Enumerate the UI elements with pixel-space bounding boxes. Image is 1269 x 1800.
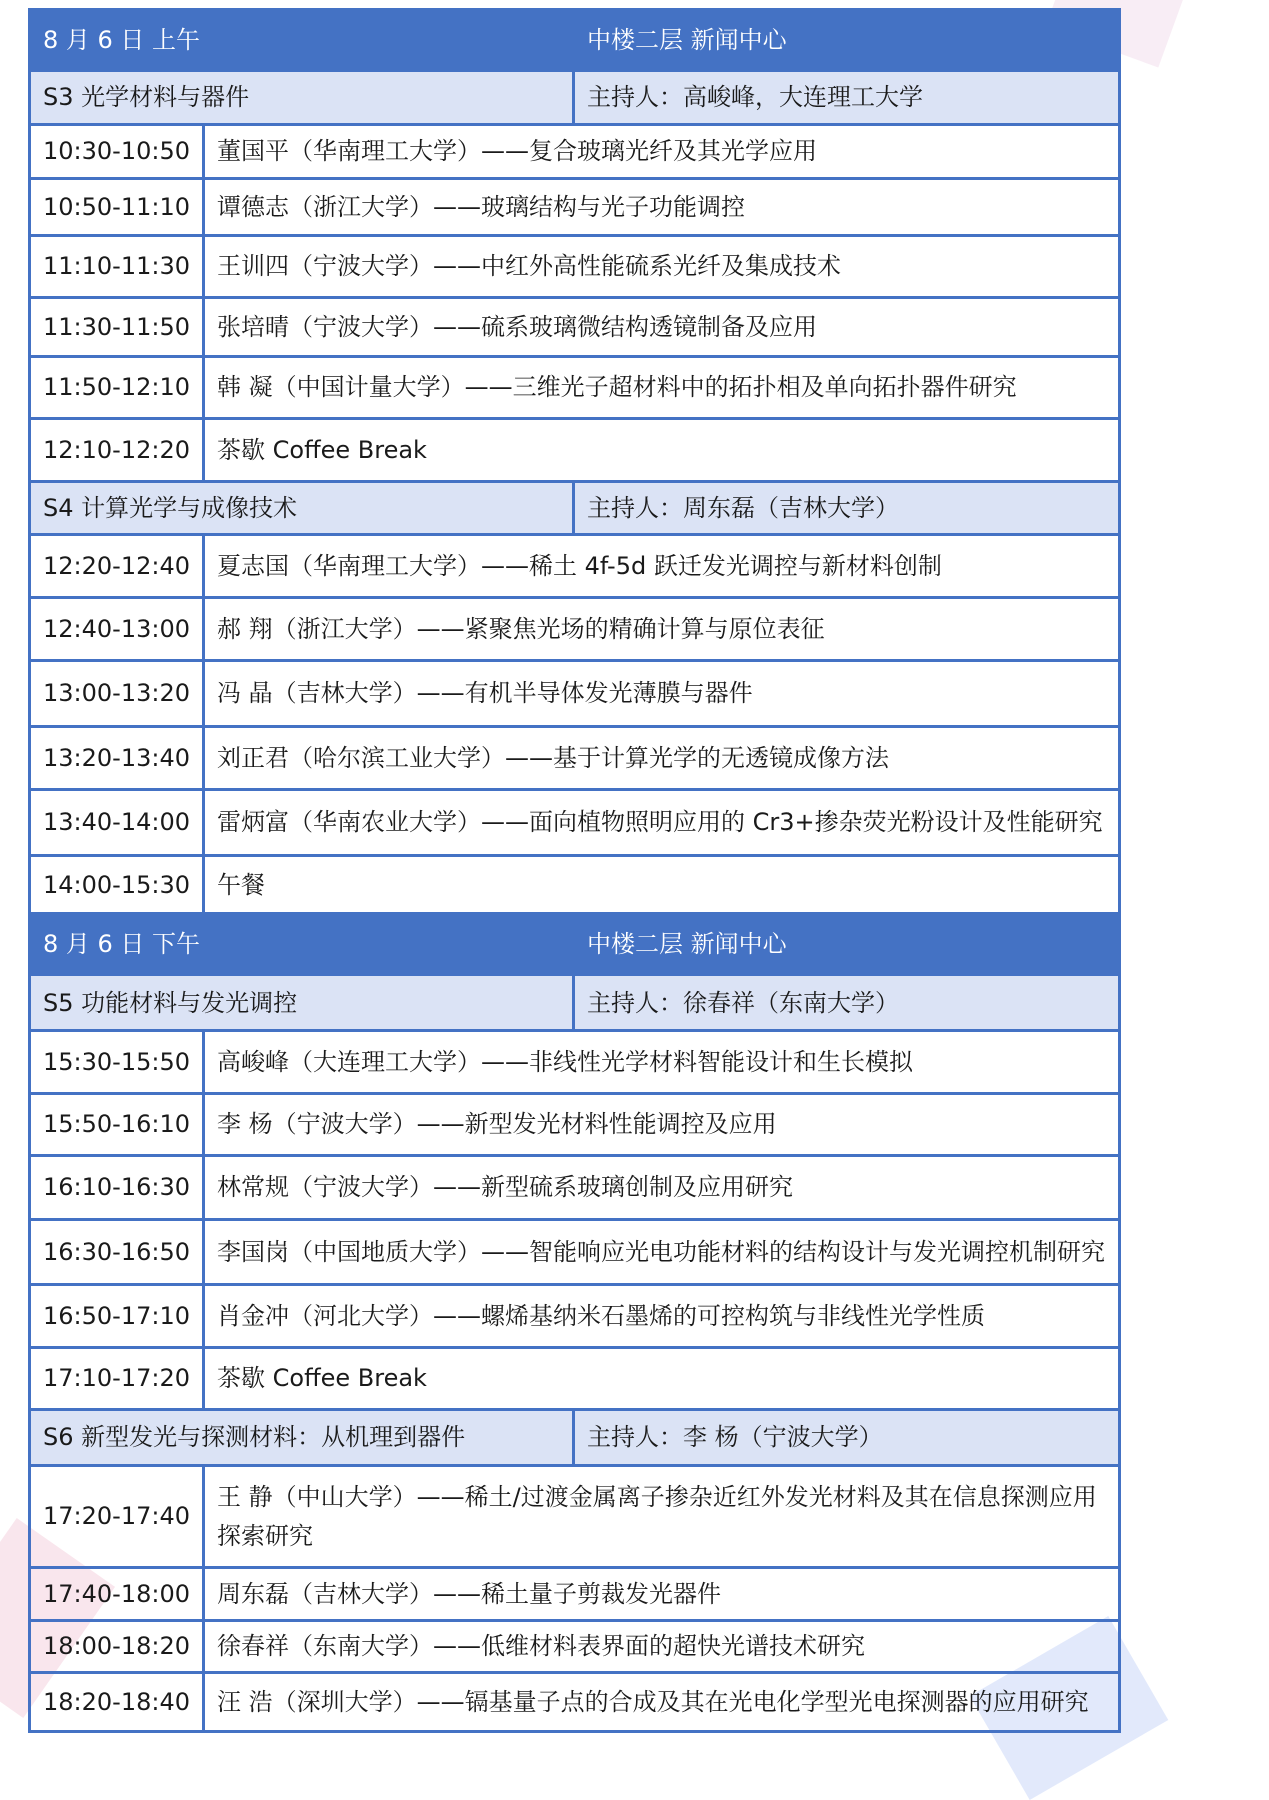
talk-row bbox=[30, 1348, 1120, 1410]
talk-row bbox=[30, 789, 1120, 856]
talk-row bbox=[30, 727, 1120, 789]
day-label: 8 月 6 日 下午 bbox=[30, 914, 574, 975]
talk-time: 17:20-17:40 bbox=[30, 1465, 204, 1567]
talk-title: 刘正君（哈尔滨工业大学）——基于计算光学的无透镜成像方法 bbox=[204, 727, 1120, 789]
venue-label: 中楼二层 新闻中心 bbox=[574, 10, 1120, 71]
day-label: 8 月 6 日 上午 bbox=[30, 10, 574, 71]
talk-row bbox=[30, 534, 1120, 597]
talk-row bbox=[30, 1465, 1120, 1567]
talk-time: 14:00-15:30 bbox=[30, 856, 204, 914]
talk-title: 茶歇 Coffee Break bbox=[204, 419, 1120, 481]
talk-title: 徐春祥（东南大学）——低维材料表界面的超快光谱技术研究 bbox=[204, 1620, 1120, 1672]
talk-time: 13:20-13:40 bbox=[30, 727, 204, 789]
talk-time: 16:10-16:30 bbox=[30, 1155, 204, 1220]
talk-time: 17:10-17:20 bbox=[30, 1348, 204, 1410]
talk-time: 13:40-14:00 bbox=[30, 789, 204, 856]
session-host: 主持人：高峻峰，大连理工大学 bbox=[574, 71, 1120, 124]
talk-row bbox=[30, 660, 1120, 727]
talk-time: 12:10-12:20 bbox=[30, 419, 204, 481]
talk-title: 午餐 bbox=[204, 856, 1120, 914]
talk-time: 11:30-11:50 bbox=[30, 298, 204, 357]
talk-time: 10:50-11:10 bbox=[30, 179, 204, 236]
talk-row bbox=[30, 357, 1120, 419]
day-header-row bbox=[30, 10, 1120, 71]
talk-time: 18:00-18:20 bbox=[30, 1620, 204, 1672]
talk-title: 林常规（宁波大学）——新型硫系玻璃创制及应用研究 bbox=[204, 1155, 1120, 1220]
talk-time: 17:40-18:00 bbox=[30, 1568, 204, 1620]
talk-title: 王 静（中山大学）——稀土/过渡金属离子掺杂近红外发光材料及其在信息探测应用探索研究 bbox=[204, 1465, 1120, 1567]
talk-title: 肖金冲（河北大学）——螺烯基纳米石墨烯的可控构筑与非线性光学性质 bbox=[204, 1284, 1120, 1347]
talk-row bbox=[30, 235, 1120, 297]
talk-row bbox=[30, 598, 1120, 660]
talk-title: 周东磊（吉林大学）——稀土量子剪裁发光器件 bbox=[204, 1568, 1120, 1620]
venue-label: 中楼二层 新闻中心 bbox=[574, 914, 1120, 975]
talk-title: 谭德志（浙江大学）——玻璃结构与光子功能调控 bbox=[204, 179, 1120, 236]
talk-row bbox=[30, 1620, 1120, 1672]
talk-row bbox=[30, 1094, 1120, 1155]
talk-title: 夏志国（华南理工大学）——稀土 4f-5d 跃迁发光调控与新材料创制 bbox=[204, 534, 1120, 597]
talk-row bbox=[30, 1155, 1120, 1220]
session-title: S6 新型发光与探测材料：从机理到器件 bbox=[30, 1410, 574, 1466]
talk-title: 李 杨（宁波大学）——新型发光材料性能调控及应用 bbox=[204, 1094, 1120, 1155]
session-header-row bbox=[30, 481, 1120, 534]
talk-title: 韩 凝（中国计量大学）——三维光子超材料中的拓扑相及单向拓扑器件研究 bbox=[204, 357, 1120, 419]
talk-row bbox=[30, 1568, 1120, 1620]
session-host: 主持人：周东磊（吉林大学） bbox=[574, 481, 1120, 534]
day-header-row bbox=[30, 914, 1120, 975]
talk-time: 16:30-16:50 bbox=[30, 1220, 204, 1285]
talk-title: 汪 浩（深圳大学）——镉基量子点的合成及其在光电化学型光电探测器的应用研究 bbox=[204, 1672, 1120, 1731]
session-host: 主持人：李 杨（宁波大学） bbox=[574, 1410, 1120, 1466]
talk-row bbox=[30, 124, 1120, 179]
talk-title: 高峻峰（大连理工大学）——非线性光学材料智能设计和生长模拟 bbox=[204, 1031, 1120, 1094]
session-header-row bbox=[30, 1410, 1120, 1466]
talk-title: 茶歇 Coffee Break bbox=[204, 1348, 1120, 1410]
session-title: S5 功能材料与发光调控 bbox=[30, 975, 574, 1031]
talk-time: 11:50-12:10 bbox=[30, 357, 204, 419]
talk-time: 10:30-10:50 bbox=[30, 124, 204, 179]
talk-title: 董国平（华南理工大学）——复合玻璃光纤及其光学应用 bbox=[204, 124, 1120, 179]
talk-title: 张培晴（宁波大学）——硫系玻璃微结构透镜制备及应用 bbox=[204, 298, 1120, 357]
talk-title: 郝 翔（浙江大学）——紧聚焦光场的精确计算与原位表征 bbox=[204, 598, 1120, 660]
talk-time: 13:00-13:20 bbox=[30, 660, 204, 727]
talk-row bbox=[30, 179, 1120, 236]
talk-time: 18:20-18:40 bbox=[30, 1672, 204, 1731]
talk-row bbox=[30, 419, 1120, 481]
session-header-row bbox=[30, 71, 1120, 124]
talk-title: 李国岗（中国地质大学）——智能响应光电功能材料的结构设计与发光调控机制研究 bbox=[204, 1220, 1120, 1285]
talk-row bbox=[30, 1284, 1120, 1347]
talk-time: 15:50-16:10 bbox=[30, 1094, 204, 1155]
talk-time: 12:40-13:00 bbox=[30, 598, 204, 660]
talk-time: 11:10-11:30 bbox=[30, 235, 204, 297]
talk-row bbox=[30, 1672, 1120, 1731]
session-host: 主持人：徐春祥（东南大学） bbox=[574, 975, 1120, 1031]
talk-time: 12:20-12:40 bbox=[30, 534, 204, 597]
talk-title: 冯 晶（吉林大学）——有机半导体发光薄膜与器件 bbox=[204, 660, 1120, 727]
schedule-table bbox=[28, 8, 1121, 1733]
talk-title: 雷炳富（华南农业大学）——面向植物照明应用的 Cr3+掺杂荧光粉设计及性能研究 bbox=[204, 789, 1120, 856]
session-header-row bbox=[30, 975, 1120, 1031]
talk-time: 16:50-17:10 bbox=[30, 1284, 204, 1347]
talk-time: 15:30-15:50 bbox=[30, 1031, 204, 1094]
talk-row bbox=[30, 1220, 1120, 1285]
talk-row bbox=[30, 298, 1120, 357]
session-title: S3 光学材料与器件 bbox=[30, 71, 574, 124]
session-title: S4 计算光学与成像技术 bbox=[30, 481, 574, 534]
talk-row bbox=[30, 1031, 1120, 1094]
talk-row bbox=[30, 856, 1120, 914]
talk-title: 王训四（宁波大学）——中红外高性能硫系光纤及集成技术 bbox=[204, 235, 1120, 297]
